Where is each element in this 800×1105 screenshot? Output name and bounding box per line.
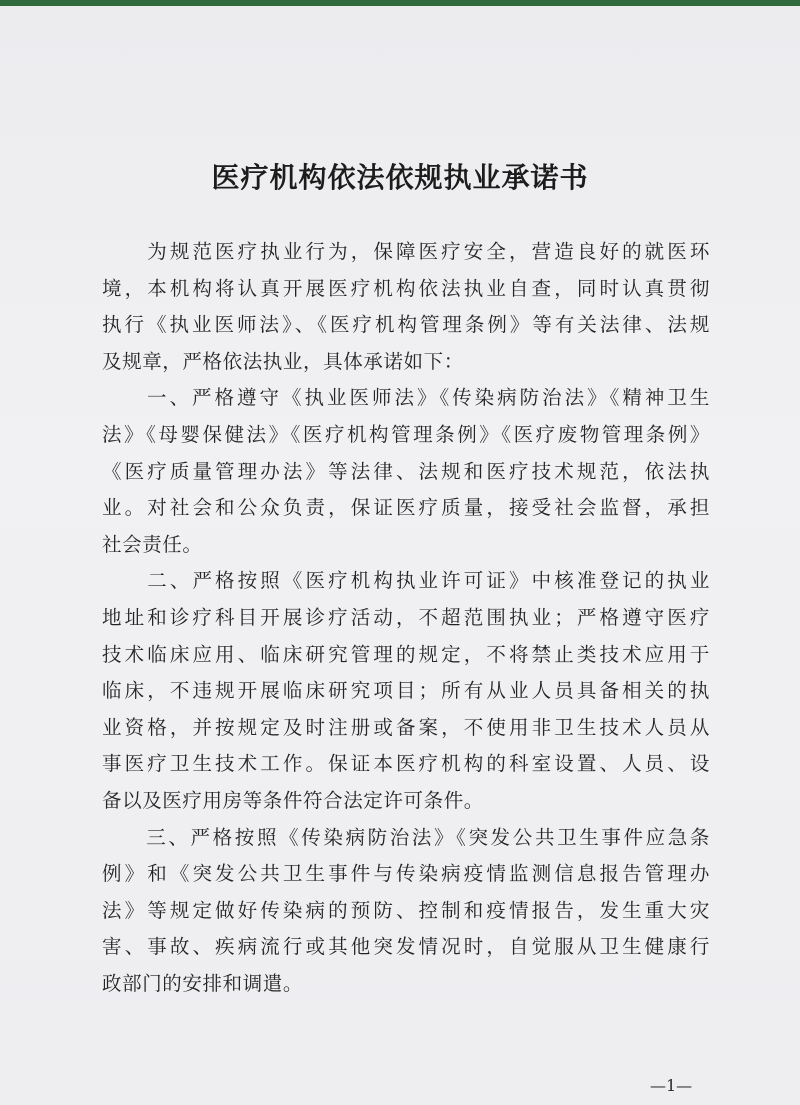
paragraph-clause-2 <box>102 563 710 819</box>
text-line: 害、事故、疾病流行或其他突发情况时，自觉服从卫生健康行 <box>102 935 710 959</box>
text-line: 事医疗卫生技术工作。保证本医疗机构的科室设置、人员、设 <box>102 752 710 776</box>
text-line: 法》《母婴保健法》《医疗机构管理条例》《医疗废物管理条例》 <box>102 422 710 446</box>
text-line: 为规范医疗执业行为，保障医疗安全，营造良好的就医环 <box>102 240 710 263</box>
document-body <box>102 234 710 1002</box>
text-line: 业资格，并按规定及时注册或备案，不使用非卫生技术人员从 <box>102 715 710 739</box>
document-title: 医疗机构依法依规执业承诺书 <box>211 161 589 194</box>
text-line: 《医疗质量管理办法》等法律、法规和医疗技术规范，依法执 <box>102 459 710 483</box>
text-line: 技术临床应用、临床研究管理的规定，不将禁止类技术应用于 <box>102 642 710 666</box>
text-line: 业。对社会和公众负责，保证医疗质量，接受社会监督，承担 <box>102 496 710 520</box>
text-line: 及规章，严格依法执业，具体承诺如下： <box>102 349 464 373</box>
text-line: 备以及医疗用房等条件符合法定许可条件。 <box>102 788 484 812</box>
paragraph-intro <box>102 234 710 380</box>
paragraph-clause-1 <box>102 380 710 563</box>
text-line: 三、严格按照《传染病防治法》《突发公共卫生事件应急条 <box>102 825 710 849</box>
document-page <box>0 6 800 1105</box>
text-line: 社会责任。 <box>102 532 203 556</box>
page-number: —1— <box>650 1076 693 1095</box>
text-line: 政部门的安排和调遣。 <box>102 971 304 995</box>
text-line: 法》等规定做好传染病的预防、控制和疫情报告，发生重大灾 <box>102 898 710 922</box>
text-line: 境，本机构将认真开展医疗机构依法执业自查，同时认真贯彻 <box>102 276 710 300</box>
text-line: 地址和诊疗科目开展诊疗活动，不超范围执业；严格遵守医疗 <box>102 605 710 629</box>
paragraph-clause-3 <box>102 820 710 1003</box>
text-line: 例》和《突发公共卫生事件与传染病疫情监测信息报告管理办 <box>102 862 710 886</box>
text-line: 临床，不违规开展临床研究项目；所有从业人员具备相关的执 <box>102 679 710 703</box>
text-line: 二、严格按照《医疗机构执业许可证》中核准登记的执业 <box>102 569 710 593</box>
text-line: 一、严格遵守《执业医师法》《传染病防治法》《精神卫生 <box>102 386 710 410</box>
text-line: 执行《执业医师法》、《医疗机构管理条例》等有关法律、法规 <box>102 313 710 337</box>
